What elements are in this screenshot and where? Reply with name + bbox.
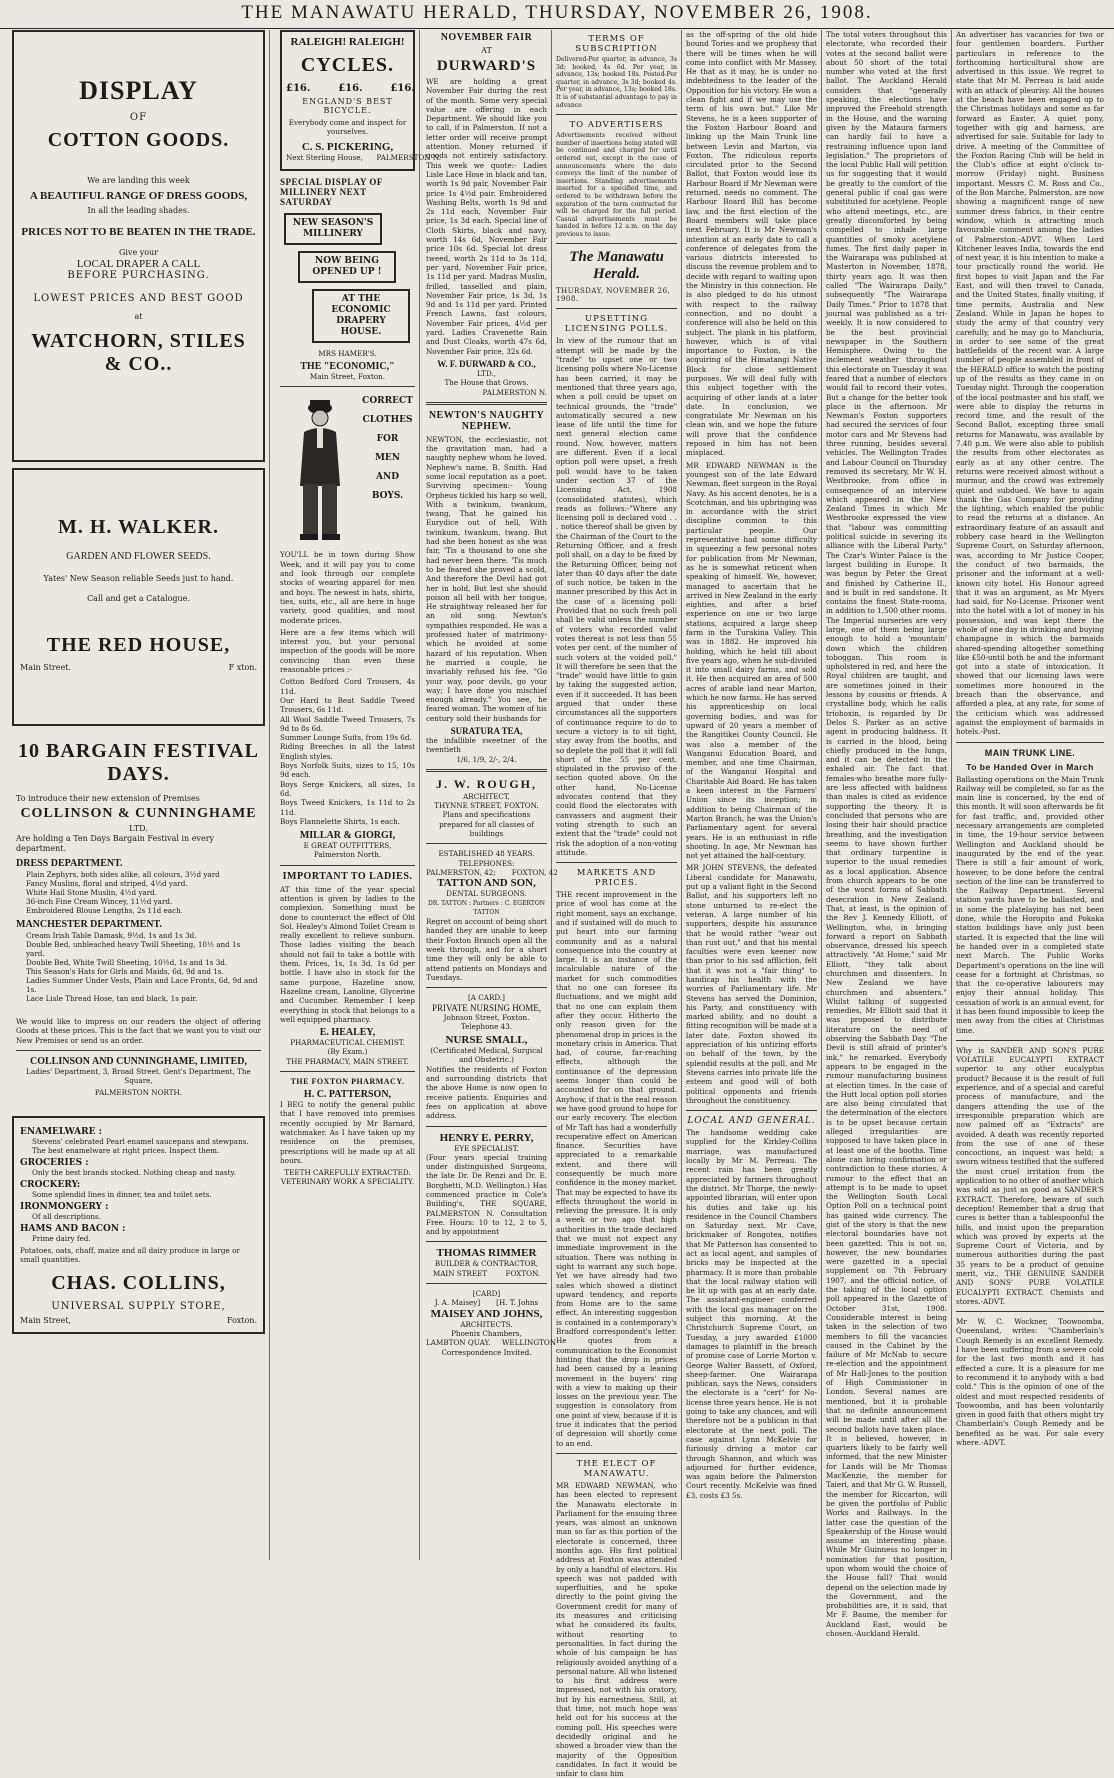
ad-line: We are landing this week [87,176,190,185]
walker-shop: THE RED HOUSE, [46,634,231,656]
divider [556,1453,677,1454]
pharmacy-body: I BEG to notify the general public that I have removed into premises recently occupied by Mr Barnard, watchmaker. As I have taken up my residence on the premises, prescriptions will be made up at all hours. [280,1100,415,1165]
clothes-body: YOU'LL be in town during Show Week, and it will pay you to come and look through our complete stocks of wearing apparel for men and boys. The newest in hats, shirts, ties, suits, etc., all are here in huge variety, good qualities, and most moderate prices. [280,550,415,625]
pharmacy-vet: VETERINARY WORK A SPECIALITY. [280,1177,415,1187]
list-item: Double Bed, White Twill Sheeting, 10½d, 1s and 1s 3d. [26,958,228,967]
nurse-ad [426,1034,547,1120]
list-item: Boys Norfolk Suits, sizes to 15, 10s 9d each. [280,761,415,780]
ad-line: LOWEST PRICES AND BEST GOOD [33,293,244,304]
column-1 [8,30,270,1560]
rimmer-title: BUILDER & CONTRACTOR, [434,1259,539,1269]
list-item: Ladies Summer Under Vests, Plain and Lace Fronts, 6d, 9d and 1s. [26,976,258,994]
article-body: MR EDWARD NEWMAN is the youngest son of the late Edward Newman, fleet surgeon in the Royal Navy. As his accent denotes, he is a Scotchman, and his upbringing was in accordance with the strict discipline common to this particular people. Our representative had some difficulty in squeezing a few personal notes for publication from Mr Newman, as he is somewhat reticent when speaking of himself. We, however, managed to ascertain that he arrived in New Zealand in the early eighties, and after a brief experience on one or two large stations, acquired a large sheep farm in the Turakina Valley. This was in 1882. He improved his holding, which he held till about five years ago, when he sub-divided it into small dairy farms, and sold it. He then acquired an area of 500 acres of arable land near Marton, which he now farms. He has served his apprenticeship on local governing bodies, and was for upward of 20 years a member of the Rangitikei County Council. He was also a member of the Wanganui Education Board, and member, and one time Chairman, of the Wanganui Hospital and Charitable Aid Board. He has taken a keen interest in the Farmers' Union since its inception; in addition to being Chairman of the Marton Branch, he was the Union's Parliamentary agent for several years. He is an enthusiast in rifle shooting. In age, Mr Newman has not yet attained the half-century. [686,460,817,861]
millinery-ad [280,177,415,382]
ad-line: PRICES NOT TO BE BEATEN IN THE TRADE. [21,226,256,238]
millinery-box: NOW BEING OPENED UP ! [298,251,396,283]
raleigh-prices: £16. £16. £16. [286,83,415,94]
list-item: Embroidered Blouse Lengths, 2s 11d each. [26,906,184,915]
fair-name: DURWARD'S [436,58,537,74]
walker-line: Yates' New Season reliable Seeds just to hand. [43,574,234,583]
millinery-title: SPECIAL DISPLAY OF MILLINERY NEXT SATURDAY [280,176,383,207]
category-name: ENAMELWARE : [20,1126,102,1137]
column-6 [822,30,952,1639]
clothes-body: Here are a few items which will interest you, but your personal inspection of the goods will be more convincing than even these reasonable prices :- [280,627,415,675]
ad-line: In all the leading shades. [87,206,190,215]
local-general-title: LOCAL AND GENERAL. [687,1116,816,1127]
divider [556,308,677,309]
nurse-name: NURSE SMALL, [445,1034,528,1047]
divider [280,1071,415,1072]
clothes-items [280,677,415,826]
clothes-ad [280,392,415,859]
ad-of: OF [129,112,148,123]
side-word: CORRECT [362,396,413,407]
ad-line: LOCAL DRAPER A CALL [76,258,201,270]
rough-name: J. W. ROUGH, [435,776,537,791]
list-item: All Wool Saddle Tweed Trousers, 7s 9d to 8s 6d. [280,714,415,733]
perry-title: EYE SPECIALIST. [454,1143,519,1153]
walker-line: Call and get a Catalogue. [87,594,190,603]
article-body: The total voters throughout this electorate, who recorded their votes at the second ballot were about 50 short of the total number who voted at the first ballot. The Auckland Herald considers that "generally speaking, the elections have improved the Freehold strength in the House, and the warning given by the Mataura farmers can hardly fail to have a restraining influence upon land legislation." The proprietors of the local Public Hall will petition us for suggesting that it would be greatly to the comfort of the general public if coal gas were substituted for acetylene. People who attend meetings, etc., are greatly discomforted by being compelled to inhale large quantities of smoky acetylene fumes. The first daily paper in the Wairarapa was published at Masterton in November, 1878, thirty years ago. It was then called "The Wairarapa Daily," subsequently "The Wairarapa Daily Times." Prior to 1878 that journal was published as a tri-weekly. It is now considered to be the best provincial newspaper in the Southern Hemisphere. Owing to the inclement weather throughout this electorate on Tuesday it was feared that a number of electors would fail to record their votes. But a change for the better took place in the afternoon. Mr Newman's Foxton supporters had secured the services of four motor cars and Mr Stevens had three running, besides several vehicles. The Wellington Trades and Labour Council on Thursday removed its secretary, Mr W. H. Westbrooke, from office in consequence of an interview which appeared in the New Zealand Times in which Mr Westbrooke expressed the view that "labour was committing political suicide in severing its alliance with the Liberal Party." The Czar's Winter Palace is the largest building in Europe. It was begun by Peter the Great and finished by Catherine II., and is built in red sandstone. It contains the finest State-rooms, in addition to 1,500 other rooms. The Imperial nurseries are very large, one of them being large enough to hold a 'mountain' down which the children toboggan. This room is upholstered in red, and here the Royal children are taught, and are sometimes joined in their lessons by cousins or friends. A crystalline body, which he calls triohoxin, is regarded by Dr Delos S. Parker as an active agent in producing baldness. It is carried in the blood, being chiefly produced in the lungs, and it can be detected in the exhaled air. The fact that females-who breathe more fully-are less affected with baldness than males is cited as evidence supporting the theory. It is concluded that persons who are losing their hair should practice breathing, and the investigation seems to have shown further that ordinary turpentine is superior to the usual remedies as a local application. Absence from church appears to be one of the worst forms of Sabbath desecration in New Zealand. That, at least, is the opinion of the Rev J. Kennedy Elliott, of Wellington, who, in bringing forward a report on Sabbath observance, dressed his speech attractively. "At Home," said Mr Elliott, "they talk about churchmen and dissenters. In New Zealand we have churchmen and absenters." Whilst talking of suggested remedies, Mr Elliott said that it was proposed to distribute literature on the need of observing the Sabbath Day. "The Devil is still afraid of printer's ink," he remarked. Everybody appears to be engaged in the rumour manufacturing business at election times. In the case of the Hutt local option poll stories are also being circulated that the determination of the electors is to be upset because certain alleged irregularities are supposed to have taken place in at least one of the booths. Time alone can bring confirmation or contradiction to these stories. A rumour to the effect that an attempt is to be made to upset the Wellington South Local Option Poll on a technical point has gained wide currency. The gist of the story is that the new electoral boundaries have not been gazetted. This is not so, however, the new boundaries were gazetted in a special supplement on 7th February 1907, and the official notice, of the taking of the local option poll appeared in the Gazette of October 31st, 1908. Considerable interest is being taken in the selection of two members to fill the vacancies caused in the Cabinet by the failure of Mr McNab to secure re-election and the appointment of Mr Hall-Jones to the position of High Commissioner in London. Several names are mentioned, but it is probable that no definite announcement will be made until after all the second ballots have taken place. It is believed, however, in quarters likely to be fairly well informed, that the new Minister for Lands will be Mr Thomas MacKenzie, the member for Taieri, and that Mr G. W. Russell, the member for Riccarton, will be given the portfolio of Public Works and Railways. In the latter case the question of the Speakership of the House would assume an interesting phase. While Mr Guinness no longer in nomination for that position, upon whom would the choice of the House fall? That would depend on the selection made by the Government, and the probabilities are, it is said, that Mr F. Baume, the member for Auckland East, would be chosen.-Auckland Herald. [826,30,947,1639]
article-body: An advertiser has vacancies for two or four gentlemen boarders. Further particulars in reference to the forthcoming horticultural show are advertised in this issue. We regret to state that Mr M. Perreau is laid aside with an attack of pleurisy. All the houses at the beach have been engaged up to the Christmas holidays and some as far forward as Easter. A quiet pony, together with gig and harness, are advertised for sale. Suitable for lady to drive. A meeting of the Committee of the Foxton Racing Club will be held in the Club's office at eight o'clock to-morrow (Friday) night. Business important. Messrs C. M. Ross and Co., of the Bon Marche, Palmerston, are now showing a magnificent range of new summer dress fabrics, in their centre window, which is attracting much favourable comment among the ladies of Palmerston.-ADVT. When Lord Kitchener leaves India, towards the end of next year, it is his intention to make a tour practically round the world. He first hopes to visit Japan and the Far East, and will then travel to Canada, and the United States, finally visiting, if time permits, Australia and New Zealand. While in Japan he hopes to study the army of that country very carefully, and he may go to Manchuria, in order to see some of the great battlefields of the recent war. A large number of people assembled in front of the HERALD office to watch the posting up of the results as they came in on Tuesday night. Through the cooperation of the local postmaster and his staff, we were able to display the returns in record time, and the result of the Second Ballot, excepting three small returns for Manawatu, was available by 7.40 p.m. We were also able to publish the results from other electorates as early as at any other centre. The returns were received almost without a murmur, and the crowd was extremely quiet and subdued. We have to again thank the Gas Company for providing the lighting, which enabled the public to read the returns at a distance. An extraordinary feature of an assault and robbery case heard in the Wellington Supreme Court, on Saturday afternoon, was, according to Mr Justice Cooper, the conduct of two barmaids, the prisoner and the informant at a well-known city hotel. His Honour agreed that it was an argument, as Mr Myers had said, for No-License. Prisoner went into the hotel with a lot of money in his possession, and was kept there the whole of one day in drinking and buying champagne in which the barmaids shared-spending altogether something like £50-until both he and the informant got into a state of intoxication. It showed that our licensing laws were sometimes more honoured in the breach than the observance, and afforded a plea, at any rate, for some of the criticism which was addressed against the employment of barmaids in hotels.-Post. [956,30,1104,737]
advertisers-title: TO ADVERTISERS [569,120,664,131]
category-name: CROCKERY: [20,1179,81,1190]
divider [956,1040,1104,1041]
divider [556,243,677,244]
nursing-title: PRIVATE NURSING HOME, [431,1002,542,1013]
ad-title: DISPLAY [79,76,198,105]
masthead: THE MANAWATU HERALD, THURSDAY, NOVEMBER 26, 1908. [0,2,1114,29]
clothes-firm: MILLAR & GIORGI, [299,830,396,842]
ad-at: at [134,312,143,321]
divider [280,865,415,866]
bargain-tagline: Are holding a Ten Days Bargain Festival in every department. [16,834,215,853]
healey-title: PHARMACEUTICAL CHEMIST. [290,1038,405,1048]
divider [556,114,677,115]
nursing-ad [426,993,547,1031]
bargain-footer-addr: Ladies' Department, 3, Broad Street. Gent's Department, The Square, [26,1066,251,1086]
collins-name: CHAS. COLLINS, [51,1271,226,1294]
nurse-body: Notifies the residents of Foxton and surrounding districts that the above Home is now open to receive patients. Enquiries and fees on application at above address. [426,1064,547,1121]
raleigh-title: RALEIGH! RALEIGH! [290,36,405,48]
rimmer-addr: MAIN STREET FOXTON. [432,1268,541,1278]
bargain-footer-firm: COLLINSON AND CUNNINGHAME, LIMITED, [30,1055,247,1067]
walker-street: Main Street. [20,663,71,672]
divider [426,1126,547,1127]
important-title: IMPORTANT TO LADIES. [282,870,413,882]
display-cotton-ad [12,30,265,462]
healey-name: E. HEALEY, [319,1027,376,1039]
collins-ad [12,1116,265,1334]
maisey-firm: MAISEY AND JOHNS, [430,1307,543,1320]
rough-body: Plans and specifications prepared for all classes of buildings [439,810,534,839]
divider [426,987,547,988]
column-7 [952,30,1108,1560]
millinery-owner: MRS HAMER'S. [318,348,377,358]
tatton-title: DENTAL SURGEONS. [446,889,527,899]
collins-town: Foxton. [226,1315,257,1325]
category-body: Of all descriptions. [32,1211,102,1221]
list-item: Cotton Bedford Cord Trousers, 4s 11d. [280,677,415,696]
perry-ad [426,1132,547,1237]
rimmer-name: THOMAS RIMMER [436,1247,537,1260]
important-ad [280,871,415,1066]
article-body: The handsome wedding cake supplied for the Kirkley-Collins marriage, was manufactured locally by Mr M. Perreau. The recent rain has been greatly appreciated by farmers throughout the district. Mr Thorpe, the newly-appointed librarian, will enter upon his duties and take up his residence in the Council Chambers on Saturday next. Mr Cave, brickmaker of Rongotea, notifies that Mr Patterson has consented to act as local agent, and samples of bricks may be inspected at the pharmacy. It is more than probable that the local railway station will be lit up with gas at an early date. The assistant-engineer conferred with the local gas manager on the subject this morning. At the Christchurch Supreme Court, on Tuesday, a jury awarded £1000 damages to plaintiff in the breach of promise case of Lorrie Morton v. George Walter Bassett, of Oxford, sheep-farmer. One Wairarapa publican, says the News, considers the electorate is a "cert" for No-license three years hence. He is not going to take any chances, and will therefore not be a publican in that electorate at the next poll. The case against Lynn McKelvie for furiously driving a motor car through Shannon, and which was adjourned for further evidence, was again before the Palmerston Court recently. McKelvie was fined £3, costs £3 5s. [686,1128,817,1500]
raleigh-name: C. S. PICKERING, [301,140,394,153]
category-body: Some splendid lines in dinner, tea and toilet sets. [32,1189,212,1199]
article-body: MR EDWARD NEWMAN, who has been elected to represent the Manawatu electorate in Parliament for the ensuing three years, was almost an unknown man so far as this portion of the electorate is concerned, three months ago. His first political address at Foxton was attended by only a handful of electors. His speech was not padded with superfluities, and he spoke directly to the point giving the Government credit for many of its measures and criticising what he considered its faults, without resorting to personalities. In fact during the whole of his campaign he has religiously avoided anything of a personal nature. All who listened to his first address were impressed, not with his oratory, but by his earnestness. Still, at that time, not much hope was held out for his success at the coming poll. His speeches were decidedly original and he showed a broader view than the majority of the Opposition candidates. In fact it would be unfair to class him [556,1480,677,1778]
fair-body: WE are holding a great November Fair during the rest of the month. Some very special value are offering in each Department. We should like you to call, if in Palmerston. If not a letter order will receive prompt attention. Money returned if goods not entirely satisfactory. This week we quote:- Ladies Lisle Lace Hose in black and tan, worth 1s 9d pair, November Fair price 1s 4½d pair. Embroidered Washing Belts, worth 1s 9d and 2s 11d each, November Fair price, 1s 3d each. Special line of Cloth Skirts, black and navy, worth 14s 6d, November Fair price 10s 6d. Special lot dress tweed, worth 2s 11d to 3s 11d, per yard, November Fair price, 1s 11d per yard. Madras Muslin, frilled, tasselled and plain, November Fair price, 1s 3d, 1s 9d and 1s 11d per yard. Printed French Lawns, fast colours, November Fair prices, 4½d per yard. Ladies Cravenette Rain and Dust Cloaks, worth 47s 6d, November Fair price, 32s 6d. [426,77,547,356]
tatton-tel: TELEPHONES: [458,858,515,868]
article-title: UPSETTING LICENSING POLLS. [564,314,669,335]
fair-firm: W. F. DURWARD & CO., [437,358,536,369]
newton-body: NEWTON, the ecclesiastic, not the gravitation man, had a naughty nephew whom he loved. Nephew's name, B. Smith. Had some local reputation as a poet. Surviving specimen:- Young Orpheus tickled his harp so well, With a twinkum, twankum, twang, That he gained his Eurydice out of hell, With twinkum, twankum, twang. But had she been honest as she was fair, 'Tis a thousand to one she had never been there. 'Tis much to be feared she proved a scold, And therefore the Devil had got her in hold, But lest she should poison all hell with her tongue, He straightway released her for an old song. Newton's sympathies responded. He was a professed hater of matrimony-which he avoided at some hazard of his reputation. When he married a couple, he invariably refused his fee. "Go your way, poor devils, go your way; I have done you mischief enough already." You see, he feared woman. The women of his century sold their husbands for [426,434,547,723]
pharmacy-title: THE FOXTON PHARMACY. [290,1077,405,1087]
nursing-card: [A CARD.] [468,993,505,1003]
millinery-box: AT THE ECONOMIC DRAPERY HOUSE. [312,289,410,343]
fair-house: The House that Grows. [444,378,529,388]
clothes-tag: E GREAT OUTFITTERS, [303,841,392,851]
rough-addr: THYNNE STREET, FOXTON. [434,801,539,811]
list-item: Our Hard to Beat Saddle Tweed Trousers, 6s 11d. [280,695,415,715]
maisey-ad [426,1289,557,1357]
walker-line: GARDEN AND FLOWER SEEDS. [66,551,211,562]
raleigh-cycles: CYCLES. [300,54,395,76]
millinery-shop: THE "ECONOMIC," [300,361,395,373]
divider [956,1311,1104,1312]
list-item: Lace Lisle Thread Hose, tan and black, 1s pair. [26,994,198,1003]
fair-ltd: LTD., [476,368,497,378]
side-word: AND [375,472,399,483]
category-name: IRONMONGERY : [20,1201,109,1212]
newton-article [426,410,547,764]
fair-ad [426,32,547,397]
list-item: Boys Serge Knickers, all sizes, 1s 6d. [280,779,415,798]
manchester-items [16,931,261,1003]
important-body: AT this time of the year special attention is given by ladies to the complexion. Something must be done to counteract the effect of Old Sol. Healey's Almond Toilet Cream is really excellent to relieve sunburn. Those ladies visiting the beach should not fail to take a bottle with them. Prices, 1s, 1s 3d, 1s 6d per bottle. I have also in stock for the same purpose, Hazeline snow, Hazeline cream, Lanoline, Glycerine and Cucumber. Remember I keep everything in stock that belongs to a well equipped pharmacy. [280,884,415,1024]
clothes-side-list [360,392,415,550]
main-trunk-title: MAIN TRUNK LINE. [984,747,1076,758]
bargain-firm: COLLINSON & CUNNINGHAME [20,806,257,821]
walker-address [20,663,257,673]
list-item: Fancy Muslins, floral and striped, 4½d yard. [26,879,188,888]
divider [426,1283,547,1284]
advertisers-body: Advertisements received without number of insertions being stated will be continued and charged for until ordered out, except in the case of announcements where the date conveys the limit of the number of insertions. Standing advertisements inserted for a specified time, and ordered to be withdrawn before the expiration of the term contracted for will be charged for the full period. Casual advertisements must be handed in before 12 a.m. on the day previous to issue. [556,132,677,238]
raleigh-line: Everybody come and inspect for yourselves. [288,118,407,137]
raleigh-sub: ENGLAND'S BEST BICYCLE. [302,97,393,115]
category-body: Only the best brands stocked. Nothing cheap and nasty. [32,1167,236,1177]
maisey-corr: Correspondence Invited. [441,1347,532,1357]
list-item: Summer Lounge Suits, from 19s 6d. [280,733,412,743]
maisey-quay: LAMBTON QUAY. WELLINGTON [426,1338,557,1348]
category-body: Stevens' celebrated Pearl enamel saucepans and stewpans. The best enamelware at right prices. Inspect them. [32,1136,249,1155]
category-name: HAMS AND BACON : [20,1223,126,1234]
rimmer-ad [426,1247,547,1278]
tatton-partners: DR. TATTON : Partners : C. EGERTON TATTON [427,899,546,916]
category-body: Prime dairy fed. [32,1233,91,1243]
divider [556,862,677,863]
nursing-addr: Johnson Street, Foxton. [443,1012,530,1022]
dress-dept: DRESS DEPARTMENT. [16,858,123,869]
divider [426,402,547,405]
ad-line: Give your [118,248,159,257]
tatton-est: ESTABLISHED 48 YEARS. [438,849,535,859]
ad-firm: WATCHORN, STILES & CO.. [31,330,246,375]
side-word: FOR [376,434,399,445]
divider [956,742,1104,743]
ad-line: A BEAUTIFUL RANGE OF DRESS GOODS, [29,190,248,202]
bargain-footer-town: PALMERSTON NORTH. [94,1088,183,1098]
maisey-card: [CARD] [472,1289,501,1299]
millinery-street: Main Street, Foxton. [309,372,386,382]
column-3 [422,30,558,1560]
main-trunk-subtitle: To be Handed Over in March [966,761,1094,772]
raleigh-ad [280,30,441,171]
collins-street: Main Street, [20,1315,71,1325]
walker-name: M. H. WALKER. [58,516,219,538]
bargain-note: We would like to impress on our readers the object of offering Goods at these prices. This is the fact that we want you to visit our New Premises or send us an order. [16,1017,261,1045]
terms-body: Delivered-Per quarter, in advance, 3s 3d; booked, 4s 6d. Per year, in advance, 13s; booked 18s. Posted-Per quarter, in advance, 3s 3d; booked 4s. Per year, in advance, 13s; booked 18s. It is of substantial advantage to pay in advance [556,56,677,109]
list-item: 36-inch Fine Cream Wincey, 11½d yard. [26,897,173,906]
bargain-ltd: LTD. [129,824,148,833]
raleigh-addr: Next Sterling House, PALMERSTON N. [286,152,441,162]
healey-addr: THE PHARMACY, MAIN STREET. [286,1056,409,1066]
bargain-intro: To introduce their new extension of Premises [16,794,200,803]
millinery-box: NEW SEASON'S MILLINERY [284,213,382,245]
list-item: Double Bed, unbleached heavy Twill Sheeting, 10½ and 1s yard. [26,940,241,958]
article-title: THE ELECT OF MANAWATU. [576,1458,657,1479]
tatton-ad [426,849,558,982]
divider [426,843,547,844]
article-body: MR JOHN STEVENS, the defeated Liberal candidate for Manawatu, put up a valiant fight in the Second Ballot, and his supporters left no stone unturned to re-elect the veteran. A large number of his supporters, despite his assurance that he would rather "wear out than rust out," and that his mental faculties were even keener now than prior to his sad affliction, felt that it was not a "fair thing" to handicap his health with the worries of Parliamentary life. Mr Stevens has served the Dominion, his Party, and constituency with marked ability, and no doubt a fitting recognition will be made at a later date. Foxton showed its appreciation of his untiring efforts on behalf of the town, by the splendid results at the poll, and Mr Stevens carries into private life the esteem and good will of both political opponents and friends throughout the constituency. [686,863,817,1105]
fair-town: PALMERSTON N. [482,387,547,397]
suratura-product: SURATURA TEA, [450,726,523,736]
column-5 [682,30,822,1560]
divider [280,386,415,387]
maisey-addr: Phoenix Chambers, [451,1328,522,1338]
column-2 [276,30,441,1560]
rough-ad [426,777,547,838]
manchester-dept: MANCHESTER DEPARTMENT. [16,919,162,930]
collins-address [20,1316,257,1326]
clothes-town: Palmerston North. [313,850,382,860]
column-4 [552,30,682,1778]
tatton-phones: PALMERSTON, 42; FOXTON, 42 [426,867,558,877]
suratura-prices: 1/6, 1/9, 2/-, 2/4. [456,754,517,764]
tatton-body: Regret on account of being short handed they are unable to keep their Foxton Branch open all the week through, and for a short time they will only be able to attend patients on Mondays and Tuesdays. [426,917,547,982]
list-item: Cream Irish Table Damask, 9½d, 1s and 1s 3d. [26,931,197,940]
pharmacy-ad [280,1077,415,1187]
side-word: BOYS. [371,491,404,502]
walker-ad [12,468,265,726]
list-item: Boys Tweed Knickers, 1s 11d to 2s 11d. [280,798,415,817]
collins-store: UNIVERSAL SUPPLY STORE, [51,1300,226,1312]
nameplate: The Manawatu Herald. [569,249,664,283]
article-title: MARKETS AND PRICES. [576,868,657,889]
fair-title: NOVEMBER FAIR [440,32,533,43]
bargain-ad [12,740,265,1098]
article-body: THE recent improvement in the price of wool has come at the right moment, says an exchange, and if sustained will do much to put heart into our farming community and as a natural consequence into the country at large. It is an instance of the incalculable nature of the market for such commodities that no one can foresee its fluctuations, and we might add that no one can explain them after they occur. Hitherto the only reason given for the phenomenal drop in prices is the monetary crisis in America. That had, of course, far-reaching effects, although the continuance of the depression seems longer than could be accounted for on that ground. Anyhow, if that is the real reason we have good ground to hope for our early recovery. The election of Mr Taft has had a wonderfully recuperative effect on American finance. Securities have appreciated to a remarkable extent, and there will consequently be much more confidence in the money market. That may be expected to have its effects throughout the world in relieving the pressure. It is only a week or two ago that high authorities in the trade declared that we must not expect any immediate improvement in the situation. There was nothing in sight to warrant any such hope. Yet we have already had two sales which showed a distinct upward tendency, and reports from Home are to the same effect. An interesting suggestion is contained in a contemporary's Bradford correspondent's letter. He quotes from a communication to the Economist hinting that the drop in prices had been caused by a leaning movement in the buyers' ring with a view to making up their losses on the previous year. The suggestion is consolatory from one point of view, because if it is true it indicates that the period of depression will shortly come to an end. [556,890,677,1448]
article-body: as the off-spring of the old hide bound Tories and we prophesy that there will be times when he will come into conflict with Mr Massey. He that as it may, he is under no indebtedness to the leader of the Opposition for his victory. He won a clean fight and if we may use the term of his own but." Like Mr Stevens, he is a keen supporter of the Foxton Harbour Board and linking up the Main Trunk line between Levin and Marton, via Foxton. The ridiculous reports circulated prior to the Second Ballot, that Foxton would lose its Harbour Board if Mr Newman were returned, needs no comment. The Harbour Board Bill has become law, and the first election of the Board members will take place next February. It is Mr Newman's intention at an early date to call a conference of delegates from the various districts interested to discuss the revenue problem and to decide with regard to waiting upon the Ministry in this connection. He is also pledged to do his utmost with respect to the railway connection, and no doubt a conference will also be held on this subject. The plank in his platform, however, which is of vital importance to Foxton, is the acquiring of the Himatangi Native Block for close settlement purposes. We will deal fully with this subject together with the acquiring of other lands at a later date. In conclusion, we congratulate Mr Newman on his clean win, and we hope the future will prove that the confidence reposed in him has not been misplaced. [686,30,817,458]
dateline: THURSDAY, NOVEMBER 26, 1908. [556,287,671,304]
nurse-sub: (Certificated Medical, Surgical and Obstetric.) [430,1046,543,1065]
article-body: In view of the rumour that an attempt will be made by the "trade" to upset one or two licensing polls where No-License has been carried, it may be mentioned that three years ago, when a poll could be upset on technical grounds, the "trade" automatically secured a new lease of life until the time for next general election came round. Now, however, matters are different. Even if a local option poll were upset, a fresh poll would have to be taken under section 37 of the Licensing Act, 1908 (consolidated statutes), which reads as follows:-"Where any licensing poll is declared void . . . notice thereof shall be given by the Chairman of the Court to the Returning Officer, and a fresh poll shall, on a day to be fixed by the Returning Officer, being not later than 40 days after the date of such notice, be taken in the manner prescribed by this Act in the case of a licensing poll: Provided that no such fresh poll shall be valid unless the number of voters who recorded valid votes thereat is not less than 55 votes per cent. of the number of such voters at the voided poll." It will therefore be seen that the "trade" would have little to gain by taking the suggested action, even if it succeeded. It has been argued that under these circumstances all the supporters of continuance require to do to secure a victory is to sit tight, stay away from the booths, and so deplete the poll that it will fall short of the 55 per cent. stipulated in the proviso of the section quoted above. On the other hand, No-License advocates contend that they could flood the electorates with canvassers and augment their voting strength to such an extent that the "trade" could not risk the adoption of a non-voting attitude. [556,336,677,857]
walker-town: F xton. [228,663,257,672]
man-figure-icon [280,396,360,546]
pharmacy-teeth: TEETH CAREFULLY EXTRACTED. [284,1168,411,1178]
category-body: Potatoes, oats, chaff, maize and all dairy produce in large or small quantities. [20,1245,240,1264]
fair-at: AT [481,46,492,55]
healey-exam: (By Exam.) [327,1047,368,1057]
divider [16,1050,261,1051]
nursing-tel: Telephone 43. [460,1021,513,1031]
newton-title: NEWTON'S NAUGHTY NEPHEW. [428,409,545,432]
perry-name: HENRY E. PERRY, [439,1131,534,1144]
list-item: Plain Zephyrs, both sides alike, all colours, 3½d yard [26,870,220,879]
category-name: GROCERIES : [20,1157,89,1168]
maisey-names: J. A. Maisey] [H. T. Johns [434,1298,539,1308]
side-word: CLOTHES [362,415,413,426]
list-item: White Hail Stone Muslin, 4½d yard. [26,888,158,897]
ad-line: BEFORE PURCHASING. [67,270,210,281]
perry-body: (Four years special training under distinguished Surgeons, the late Dr. De Renzi and Dr. E. Borghetti, M.D. Wellington.) Has commenced practice in Cole's Building's, THE SQUARE, PALMERSTON N. Consultation Free. Hours: 10 to 12, 2 to 5, and by appointment [426,1152,547,1237]
suratura-tag: the infallible sweetner of the twentieth [426,736,547,755]
divider [426,1241,547,1242]
tatton-name: TATTON AND SON, [437,877,536,890]
article-body: Why is SANDER AND SON'S PURE VOLATILE EUCALYPTI EXTRACT superior to any other eucalyptus product? Because it is the result of full experience, and of a special and careful process of manufacture, and the dangers attending the use of the irresponsible preparation which are now palmed off as "Extracts" are avoided. A death was recently reported from the use of one of these concoctions, an inquest was held; a sworn witness testified that the suffered the most cruel irritation from the application to no other of another which was sold as just as good as SANDER'S EXTRACT. Therefore, beware of such deception! Remember that a drug that cures is better than a tablespoonful the hills, and insist upon the preparation which was proved by experts at the Supreme Court of Victoria, and by numerous authorities during the past 35 years to be a product of genuine merit, viz., THE GENUINE SANDER AND SONS' PURE VOLATILE EUCALYPTI EXTRACT. Chemists and stores.-ADVT. [956,1045,1104,1306]
list-item: Boys Flannelette Shirts, 1s each. [280,816,401,826]
list-item: Riding Breeches in all the latest English styles. [280,742,415,761]
dress-items [16,870,261,915]
divider [686,1110,817,1111]
list-item: This Season's Hats for Girls and Maids, 6d, 9d and 1s. [26,967,224,976]
rough-title: ARCHITECT, [463,791,510,801]
article-body: Mr W. C. Wockner, Toowoomba, Queensland, writes: "Chamberlain's Cough Remedy is an excellent Remedy. I have been suffering from a severe cold for the last two month and it has effected a cure. It is a pleasure for me to recommend it to anybody with a bad cold." This is the opinion of one of the oldest and most respected residents of Toowoomba, and has been voluntarily given in good faith that others might try Chamberlain's Cough Remedy and be benefited as he was. For sale every where.-ADVT. [956,1317,1104,1448]
maisey-title: ARCHITECTS. [460,1319,513,1329]
ad-subtitle: COTTON GOODS. [47,129,230,151]
patterson-name: H. C. PATTERSON, [303,1089,392,1101]
article-body: Ballasting operations on the Main Trunk Railway will be completed, so far as the main line is concerned, by the end of this month. It will soon afterwards be fit for fast traffic, and, provided other necessary arrangements are completed in time, the 19-hour service between Wellington and Auckland should be inaugurated by the end of the year. There is still a fair amount of work, however, to be done before the central section of the line can be transferred to the Railway Department. Several station yards have to be ballasted, and in some the platelaying has not been done, while the Horopito and Pokaka station buildings have only just been started. It is expected that the line will be handed over in a completed state next March. The Public Works Department's operations on the line will cease for a fortnight at Christmas, so that the co-operative labourers may enjoy their annual holiday. This cessation of work is an annual event, for it has been found impossible to keep the men away from the cities at Christmas time. [956,774,1104,1035]
bargain-title: 10 BARGAIN FESTIVAL DAYS. [18,740,259,785]
terms-title: TERMS OF SUBSCRIPTION [575,34,658,54]
side-word: MEN [374,453,401,464]
divider [426,769,547,772]
